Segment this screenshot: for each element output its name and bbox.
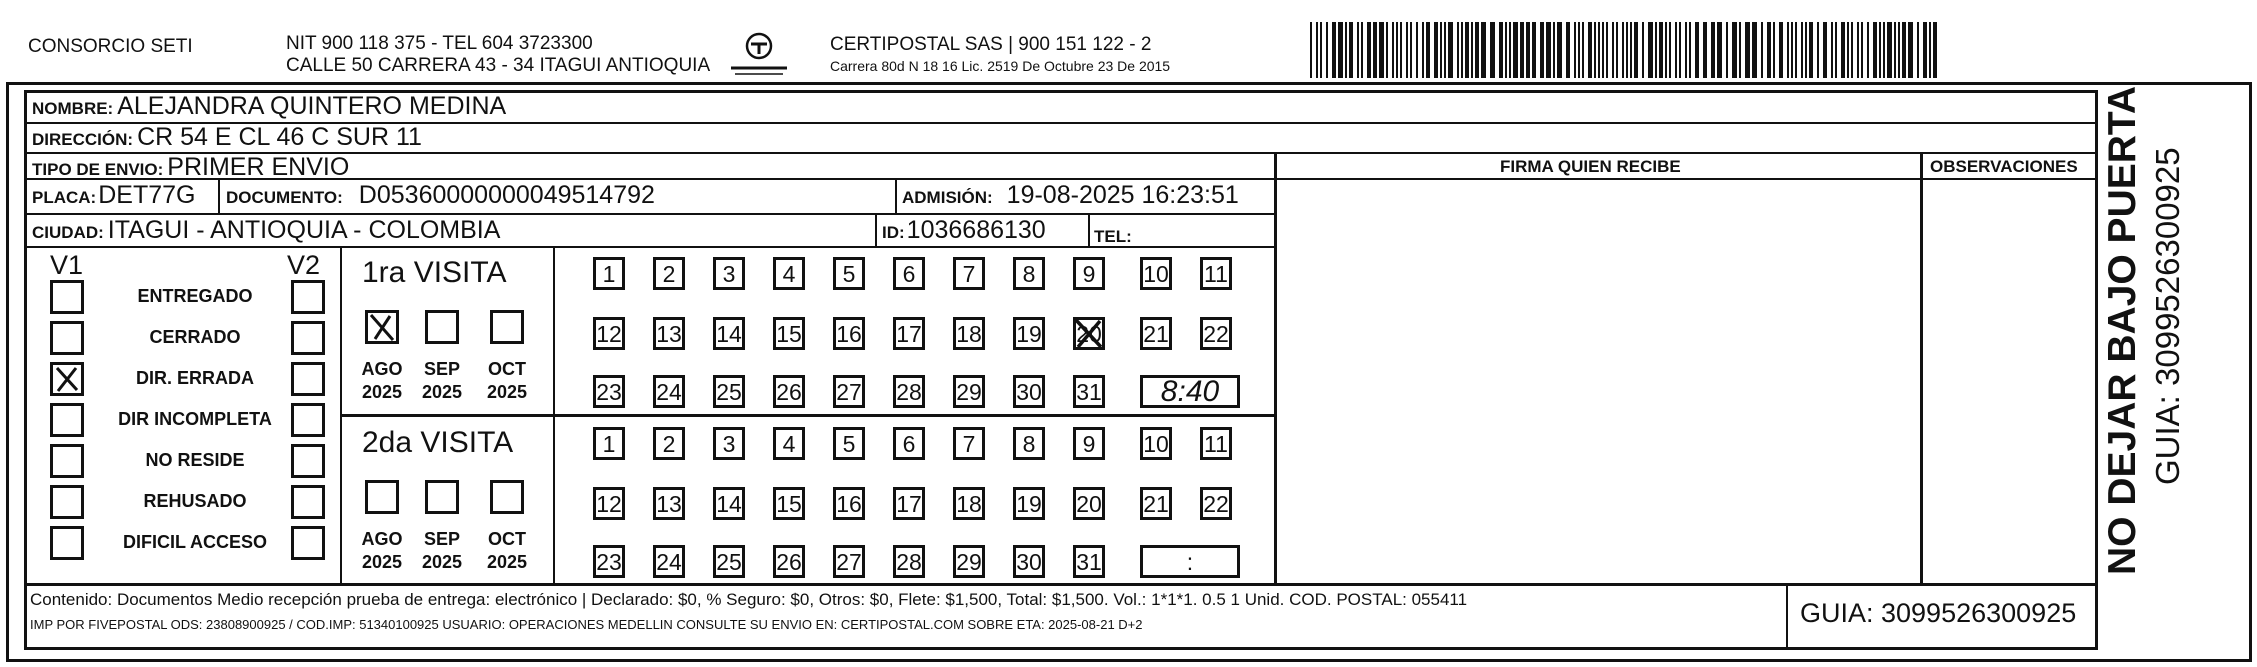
- barcode-bar: [1338, 22, 1343, 78]
- observations-label: OBSERVACIONES: [1930, 157, 2078, 176]
- barcode-bar: [1689, 22, 1691, 78]
- v1-checkbox[interactable]: [50, 485, 84, 519]
- day-box[interactable]: 25: [713, 545, 745, 578]
- barcode-bar: [1732, 22, 1737, 78]
- day-box[interactable]: 16: [833, 487, 865, 520]
- day-box[interactable]: 15: [773, 317, 805, 350]
- barcode-bar: [1879, 22, 1881, 78]
- recipient-name: ALEJANDRA QUINTERO MEDINA: [117, 92, 507, 120]
- document-number: D05360000000049514792: [358, 181, 655, 209]
- day-box[interactable]: 7: [953, 427, 985, 460]
- x-mark-icon: [368, 313, 396, 341]
- reason-label: DIR INCOMPLETA: [118, 409, 272, 429]
- day-box[interactable]: 9: [1073, 427, 1105, 460]
- day-box[interactable]: 25: [713, 375, 745, 408]
- day-box[interactable]: 28: [893, 375, 925, 408]
- address-field: DIRECCIÓN: CR 54 E CL 46 C SUR 11: [32, 123, 422, 151]
- barcode-bar: [1386, 22, 1388, 78]
- barcode-bar: [1642, 22, 1644, 78]
- day-box[interactable]: 10: [1140, 427, 1172, 460]
- barcode-bar: [1665, 22, 1667, 78]
- v2-checkbox[interactable]: [291, 280, 325, 314]
- barcode-bar: [1835, 22, 1837, 78]
- barcode-bar: [1566, 22, 1570, 78]
- day-box[interactable]: 20: [1073, 487, 1105, 520]
- plate: DET77G: [98, 181, 196, 209]
- barcode-bar: [1695, 22, 1699, 78]
- barcode-bar: [1923, 22, 1927, 78]
- v1-label: V1: [50, 250, 84, 280]
- v2-checkbox[interactable]: [291, 321, 325, 355]
- month-label: OCT 2025: [486, 529, 528, 572]
- footer-content-line: Contenido: Documentos Medio recepción prueba de entrega: electrónico | Declarado: $0, % Seguro: $0, Otros: $0, Flete: $1,500, Total: $1,500. Vol.: 1*1*1. 0.5 1 Unid. COD. POSTAL: 055411: [30, 590, 1468, 609]
- barcode-bar: [1841, 22, 1845, 78]
- barcode-bar: [1773, 22, 1775, 78]
- barcode-bar: [1361, 22, 1363, 78]
- barcode-bar: [1894, 22, 1896, 78]
- barcode-bar: [1809, 22, 1813, 78]
- license-line: Carrera 80d N 18 16 Lic. 2519 De Octubre 23 De 2015: [830, 58, 1171, 74]
- month-label: AGO 2025: [361, 529, 403, 572]
- day-box[interactable]: 17: [893, 487, 925, 520]
- barcode-bar: [1908, 22, 1913, 78]
- barcode-bar: [1400, 22, 1402, 78]
- footer-print-line: IMP POR FIVEPOSTAL ODS: 23808900925 / COD.IMP: 51340100925 USUARIO: OPERACIONES MEDELLIN CONSULTE SU ENVIO EN: CERTIPOSTAL.COM SOBRE ETA: 2025-08-21 D+2: [30, 617, 1143, 632]
- day-box[interactable]: 6: [893, 427, 925, 460]
- barcode-bar: [1655, 22, 1657, 78]
- barcode-bar: [1594, 22, 1596, 78]
- certipostal-logo-icon: [727, 30, 791, 78]
- plate-field: PLACA:DET77G: [32, 181, 196, 209]
- month-checkbox[interactable]: [365, 480, 399, 514]
- v2-checkbox[interactable]: [291, 362, 325, 396]
- month-label: OCT 2025: [486, 359, 528, 402]
- barcode-bar: [1532, 22, 1536, 78]
- day-box[interactable]: 31: [1073, 545, 1105, 578]
- day-box[interactable]: 9: [1073, 257, 1105, 290]
- ship-type: PRIMER ENVIO: [167, 153, 350, 181]
- barcode-bar: [1761, 22, 1763, 78]
- barcode-bar: [1373, 22, 1377, 78]
- day-box[interactable]: 4: [773, 257, 805, 290]
- day-box[interactable]: 29: [953, 375, 985, 408]
- barcode-bar: [1752, 22, 1757, 78]
- admission-date: 19-08-2025 16:23:51: [1006, 181, 1239, 209]
- v1-checkbox[interactable]: [50, 362, 84, 396]
- month-label: AGO 2025: [361, 359, 403, 402]
- day-box[interactable]: 11: [1200, 427, 1232, 460]
- barcode-bar: [1823, 22, 1827, 78]
- barcode-bar: [1588, 22, 1592, 78]
- day-box[interactable]: 21: [1140, 487, 1172, 520]
- v2-checkbox[interactable]: [291, 403, 325, 437]
- day-box[interactable]: 3: [713, 257, 745, 290]
- barcode-bar: [1739, 22, 1741, 78]
- day-box[interactable]: 2: [653, 257, 685, 290]
- reason-label: ENTREGADO: [137, 286, 253, 306]
- barcode-bar: [1745, 22, 1750, 78]
- barcode-bar: [1767, 22, 1771, 78]
- day-box[interactable]: 30: [1013, 545, 1045, 578]
- barcode-bar: [1606, 22, 1608, 78]
- day-box[interactable]: 19: [1013, 487, 1045, 520]
- barcode-bar: [1898, 22, 1900, 78]
- x-mark-icon: [1073, 317, 1105, 355]
- day-box[interactable]: 4: [773, 427, 805, 460]
- barcode-bar: [1831, 22, 1833, 78]
- month-label: SEP 2025: [421, 359, 463, 402]
- barcode-bar: [1461, 22, 1463, 78]
- day-box[interactable]: 14: [713, 317, 745, 350]
- barcode-bar: [1685, 22, 1687, 78]
- day-box[interactable]: 23: [593, 375, 625, 408]
- reason-label: DIFICIL ACCESO: [122, 532, 267, 552]
- barcode-bar: [1795, 22, 1797, 78]
- barcode-bar: [1717, 22, 1722, 78]
- reason-label: DIR. ERRADA: [135, 368, 254, 388]
- day-box[interactable]: 3: [713, 427, 745, 460]
- id-number: 1036686130: [906, 216, 1046, 244]
- barcode-bar: [1622, 22, 1624, 78]
- reason-label: CERRADO: [149, 327, 241, 347]
- barcode-bar: [1933, 22, 1937, 78]
- barcode-bar: [1805, 22, 1807, 78]
- barcode-bar: [1861, 22, 1863, 78]
- day-box[interactable]: 7: [953, 257, 985, 290]
- barcode-bar: [1513, 22, 1518, 78]
- name-field: NOMBRE: ALEJANDRA QUINTERO MEDINA: [32, 92, 507, 120]
- day-box[interactable]: 2: [653, 427, 685, 460]
- barcode-bar: [1345, 22, 1347, 78]
- barcode-bar: [1332, 22, 1336, 78]
- barcode-bar: [1787, 22, 1789, 78]
- document-field: DOCUMENTO: D05360000000049514792: [226, 181, 655, 209]
- barcode-bar: [1410, 22, 1412, 78]
- barcode-bar: [1612, 22, 1614, 78]
- barcode-bar: [1634, 22, 1638, 78]
- day-box[interactable]: 5: [833, 427, 865, 460]
- day-box[interactable]: 5: [833, 257, 865, 290]
- barcode-bar: [1703, 22, 1707, 78]
- day-box[interactable]: 6: [893, 257, 925, 290]
- visit-time-box[interactable]: 8:40: [1140, 375, 1240, 408]
- barcode-bar: [1434, 22, 1438, 78]
- day-box[interactable]: 18: [953, 317, 985, 350]
- barcode-bar: [1851, 22, 1853, 78]
- barcode-bar: [1574, 22, 1576, 78]
- barcode-bar: [1791, 22, 1793, 78]
- barcode-bar: [1457, 22, 1459, 78]
- no-under-door-notice: NO DEJAR BAJO PUERTA: [2101, 85, 2144, 575]
- month-label: SEP 2025: [421, 529, 463, 572]
- barcode-bar: [1817, 22, 1819, 78]
- barcode-bar: [1779, 22, 1783, 78]
- day-box[interactable]: 24: [653, 375, 685, 408]
- barcode-bar: [1471, 22, 1473, 78]
- company-name: CONSORCIO SETI: [28, 36, 193, 57]
- v1-checkbox[interactable]: [50, 526, 84, 560]
- ship-type-field: TIPO DE ENVIO: PRIMER ENVIO: [32, 153, 350, 181]
- vertical-guide-number: GUIA: 3099526300925: [2149, 147, 2186, 485]
- barcode-bar: [1902, 22, 1906, 78]
- barcode-bar: [1873, 22, 1877, 78]
- day-box[interactable]: 29: [953, 545, 985, 578]
- barcode-bar: [1316, 22, 1318, 78]
- day-box[interactable]: 16: [833, 317, 865, 350]
- admission-field: ADMISIÓN: 19-08-2025 16:23:51: [902, 181, 1239, 209]
- day-box[interactable]: 14: [713, 487, 745, 520]
- v2-checkbox[interactable]: [291, 526, 325, 560]
- recipient-address: CR 54 E CL 46 C SUR 11: [137, 123, 422, 151]
- barcode-bar: [1553, 22, 1555, 78]
- barcode-bar: [1626, 22, 1628, 78]
- day-box[interactable]: 12: [593, 487, 625, 520]
- signature-label: FIRMA QUIEN RECIBE: [1500, 157, 1681, 176]
- day-box[interactable]: 13: [653, 487, 685, 520]
- barcode: [1310, 22, 1942, 80]
- barcode-bar: [1448, 22, 1453, 78]
- tel-field: TEL:: [1094, 227, 1132, 246]
- barcode-bar: [1475, 22, 1479, 78]
- x-mark-icon: [53, 365, 81, 393]
- visit-title: 1ra VISITA: [362, 256, 507, 289]
- barcode-bar: [1857, 22, 1859, 78]
- barcode-bar: [1481, 22, 1486, 78]
- barcode-bar: [1557, 22, 1562, 78]
- city: ITAGUI - ANTIOQUIA - COLOMBIA: [107, 216, 501, 244]
- day-box[interactable]: 15: [773, 487, 805, 520]
- barcode-bar: [1679, 22, 1681, 78]
- barcode-bar: [1440, 22, 1442, 78]
- v2-label: V2: [287, 250, 321, 280]
- barcode-bar: [1349, 22, 1353, 78]
- barcode-bar: [1887, 22, 1892, 78]
- address-line: CALLE 50 CARRERA 43 - 34 ITAGUI ANTIOQUIA: [286, 55, 711, 76]
- barcode-bar: [1711, 22, 1715, 78]
- nit-line: NIT 900 118 375 - TEL 604 3723300: [286, 33, 593, 54]
- barcode-bar: [1578, 22, 1580, 78]
- barcode-bar: [1598, 22, 1600, 78]
- barcode-bar: [1526, 22, 1530, 78]
- barcode-bar: [1726, 22, 1728, 78]
- v2-checkbox[interactable]: [291, 485, 325, 519]
- month-checkbox[interactable]: [365, 310, 399, 344]
- barcode-bar: [1357, 22, 1359, 78]
- day-box[interactable]: 18: [953, 487, 985, 520]
- v1-checkbox[interactable]: [50, 444, 84, 478]
- barcode-bar: [1648, 22, 1653, 78]
- barcode-bar: [1630, 22, 1632, 78]
- day-box[interactable]: 21: [1140, 317, 1172, 350]
- month-checkbox[interactable]: [425, 480, 459, 514]
- day-box[interactable]: 31: [1073, 375, 1105, 408]
- barcode-bar: [1422, 22, 1424, 78]
- barcode-bar: [1320, 22, 1322, 78]
- day-box[interactable]: 8: [1013, 427, 1045, 460]
- v1-checkbox[interactable]: [50, 321, 84, 355]
- day-box[interactable]: 28: [893, 545, 925, 578]
- day-box[interactable]: 12: [593, 317, 625, 350]
- day-box[interactable]: 17: [893, 317, 925, 350]
- barcode-bar: [1367, 22, 1371, 78]
- courier-line: CERTIPOSTAL SAS | 900 151 122 - 2: [830, 34, 1152, 55]
- month-checkbox[interactable]: [490, 310, 524, 344]
- barcode-bar: [1602, 22, 1604, 78]
- barcode-bar: [1675, 22, 1677, 78]
- day-box[interactable]: 20: [1073, 317, 1105, 350]
- day-box[interactable]: 10: [1140, 257, 1172, 290]
- day-box[interactable]: 23: [593, 545, 625, 578]
- day-box[interactable]: 22: [1200, 317, 1232, 350]
- barcode-bar: [1659, 22, 1663, 78]
- barcode-bar: [1669, 22, 1671, 78]
- day-box[interactable]: 26: [773, 375, 805, 408]
- barcode-bar: [1406, 22, 1408, 78]
- barcode-bar: [1540, 22, 1544, 78]
- day-box[interactable]: 8: [1013, 257, 1045, 290]
- barcode-bar: [1444, 22, 1446, 78]
- v1-checkbox[interactable]: [50, 403, 84, 437]
- barcode-bar: [1310, 22, 1312, 78]
- month-checkbox[interactable]: [490, 480, 524, 514]
- barcode-bar: [1546, 22, 1551, 78]
- barcode-bar: [1505, 22, 1507, 78]
- barcode-bar: [1465, 22, 1469, 78]
- visit-time-box[interactable]: :: [1140, 545, 1240, 578]
- barcode-bar: [1867, 22, 1869, 78]
- day-box[interactable]: 26: [773, 545, 805, 578]
- barcode-bar: [1847, 22, 1849, 78]
- day-box[interactable]: 13: [653, 317, 685, 350]
- v1-checkbox[interactable]: [50, 280, 84, 314]
- day-box[interactable]: 11: [1200, 257, 1232, 290]
- barcode-bar: [1416, 22, 1418, 78]
- barcode-bar: [1426, 22, 1430, 78]
- day-box[interactable]: 22: [1200, 487, 1232, 520]
- v2-checkbox[interactable]: [291, 444, 325, 478]
- barcode-bar: [1392, 22, 1394, 78]
- day-box[interactable]: 30: [1013, 375, 1045, 408]
- footer-guide-number: GUIA: 3099526300925: [1800, 598, 2077, 628]
- barcode-bar: [1801, 22, 1803, 78]
- barcode-bar: [1582, 22, 1584, 78]
- barcode-bar: [1396, 22, 1398, 78]
- barcode-bar: [1499, 22, 1503, 78]
- month-checkbox[interactable]: [425, 310, 459, 344]
- barcode-bar: [1616, 22, 1618, 78]
- barcode-bar: [1520, 22, 1524, 78]
- city-field: CIUDAD: ITAGUI - ANTIOQUIA - COLOMBIA: [32, 216, 501, 244]
- barcode-bar: [1509, 22, 1511, 78]
- barcode-bar: [1379, 22, 1384, 78]
- day-box[interactable]: 27: [833, 545, 865, 578]
- visit-title: 2da VISITA: [362, 426, 514, 459]
- day-box[interactable]: 1: [593, 427, 625, 460]
- day-box[interactable]: 24: [653, 545, 685, 578]
- barcode-bar: [1883, 22, 1885, 78]
- day-box[interactable]: 19: [1013, 317, 1045, 350]
- reason-label: REHUSADO: [143, 491, 247, 511]
- barcode-bar: [1917, 22, 1919, 78]
- id-field: ID:1036686130: [882, 216, 1046, 244]
- barcode-bar: [1929, 22, 1931, 78]
- day-box[interactable]: 27: [833, 375, 865, 408]
- barcode-bar: [1326, 22, 1328, 78]
- day-box[interactable]: 1: [593, 257, 625, 290]
- reason-label: NO RESIDE: [145, 450, 245, 470]
- barcode-bar: [1490, 22, 1495, 78]
